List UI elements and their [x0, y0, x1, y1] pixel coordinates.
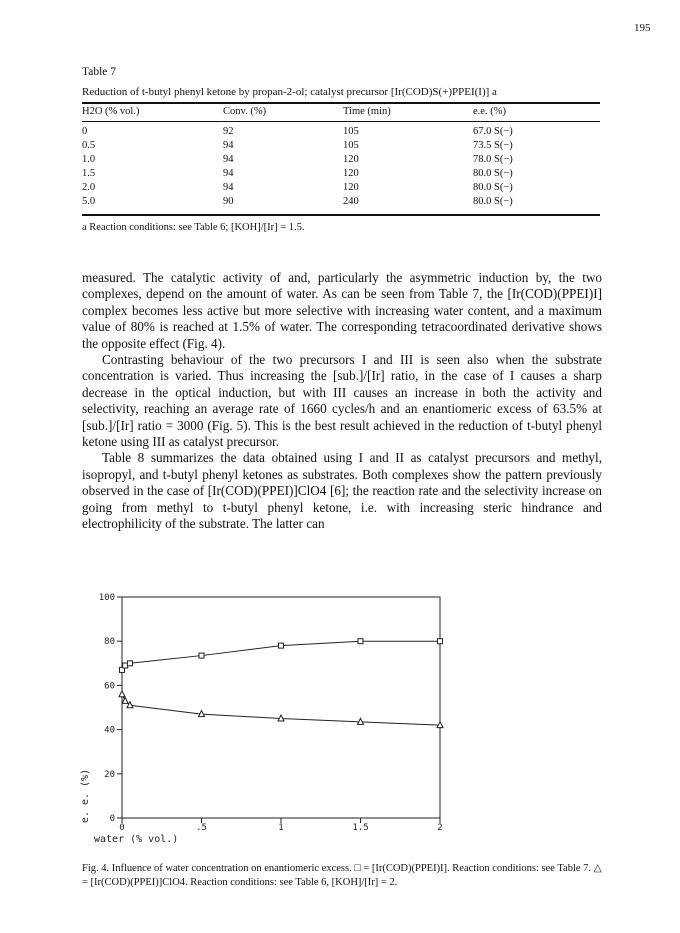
square-marker [127, 661, 132, 666]
table-cell: 67.0 S(−) [473, 126, 513, 137]
table-cell: 1.0 [82, 154, 96, 165]
table-cell: 94 [223, 182, 234, 193]
table-cell: 80.0 S(−) [473, 182, 513, 193]
figure-caption: Fig. 4. Influence of water concentration on enantiomeric excess. □ = [Ir(COD)(PPEI)I]. Reaction conditions: see Table 7. △ = [Ir(COD)(PPEI)]ClO4. Reaction conditions: see Table 6, [KOH]/[Ir] = 2. [82, 863, 602, 888]
x-tick-label: 1.5 [352, 823, 369, 833]
body-text [82, 270, 602, 533]
plot-frame [122, 597, 440, 818]
figure-chart [60, 585, 460, 850]
table-header-h2o: H2O (% vol.) [82, 106, 140, 117]
x-tick-label: 0 [119, 823, 125, 833]
square-marker [123, 663, 128, 668]
table-cell: 105 [343, 140, 359, 151]
y-tick-label: 40 [104, 725, 115, 736]
page-number: 195 [634, 22, 651, 34]
table-cell: 94 [223, 154, 234, 165]
table-cell: 94 [223, 168, 234, 179]
table-cell: 90 [223, 196, 234, 207]
line-chart [60, 585, 460, 850]
table-header-time: Time (min) [343, 106, 391, 117]
triangle-marker [119, 691, 125, 697]
y-tick-label: 80 [104, 637, 115, 648]
y-tick-label: 20 [104, 769, 115, 780]
x-tick-label: 1 [278, 823, 284, 833]
y-axis-label: e. e. (%) [80, 768, 91, 824]
table-cell: 94 [223, 140, 234, 151]
table-cell: 1.5 [82, 168, 96, 179]
square-marker [358, 639, 363, 644]
table-bottom-rule [82, 214, 600, 216]
table-cell: 80.0 S(−) [473, 168, 513, 179]
table-cell: 120 [343, 168, 359, 179]
square-marker [199, 653, 204, 658]
table-cell: 105 [343, 126, 359, 137]
table-cell: 0.5 [82, 140, 96, 151]
table-cell: 120 [343, 182, 359, 193]
x-tick-label: 2 [437, 823, 443, 833]
body-paragraph: measured. The catalytic activity of and, particularly the asymmetric induction by, the two complexes, depend on the amount of water. As can be seen from Table 7, the [Ir(COD)(PPEI)I] complex becomes less active but more selective with increasing water content, and a maximum value of 80% is reached at 1.5% of water. The corresponding tetracoordinated derivative shows the opposite effect (Fig. 4). [82, 270, 602, 351]
table-header-rule [82, 121, 600, 122]
x-tick-label: .5 [196, 823, 207, 833]
table-cell: 92 [223, 126, 234, 137]
square-marker [279, 643, 284, 648]
body-paragraph: Table 8 summarizes the data obtained using I and II as catalyst precursors and methyl, isopropyl, and t-butyl phenyl ketones as substrates. Both complexes show the pattern previously observed in the case of [Ir(COD)(PPEI)]ClO4 [6]; the reaction rate and the selectivity increase on going from methyl to t-butyl phenyl ketone, i.e. with increasing steric hindrance and electrophilicity of the substrate. The latter can [82, 450, 602, 532]
table-cell: 240 [343, 196, 359, 207]
table-cell: 5.0 [82, 196, 96, 207]
table-cell: 0 [82, 126, 88, 137]
table-cell: 73.5 S(−) [473, 140, 513, 151]
table-caption: Reduction of t-butyl phenyl ketone by propan-2-ol; catalyst precursor [Ir(COD)S(+)PPEI(I)] a [82, 86, 497, 98]
table-label: Table 7 [82, 66, 117, 78]
y-tick-label: 60 [104, 681, 115, 692]
square-marker [438, 639, 443, 644]
table-top-rule [82, 102, 600, 104]
table-header-conv: Conv. (%) [223, 106, 267, 117]
table-cell: 80.0 S(−) [473, 196, 513, 207]
y-tick-label: 0 [109, 814, 115, 824]
table-header-ee: e.e. (%) [473, 106, 506, 117]
table-footnote: a Reaction conditions: see Table 6; [KOH]/[Ir] = 1.5. [82, 222, 305, 233]
x-axis-label: water (% vol.) [94, 834, 179, 845]
table-cell: 120 [343, 154, 359, 165]
triangle-marker [122, 697, 128, 703]
table-cell: 78.0 S(−) [473, 154, 513, 165]
table-cell: 2.0 [82, 182, 96, 193]
y-tick-label: 100 [98, 593, 115, 603]
body-paragraph: Contrasting behaviour of the two precursors I and III is seen also when the substrate concentration is varied. Thus increasing the [sub.]/[Ir] ratio, in the case of I causes a sharp decrease in the optical induction, but with III causes an increase in both the activity and selectivity, reaching an average rate of 1660 cycles/h and an enantiomeric excess of 63.5% at [sub.]/[Ir] ratio = 3000 (Fig. 5). This is the best result achieved in the reduction of t-butyl phenyl ketone using III as catalyst precursor. [82, 352, 602, 450]
